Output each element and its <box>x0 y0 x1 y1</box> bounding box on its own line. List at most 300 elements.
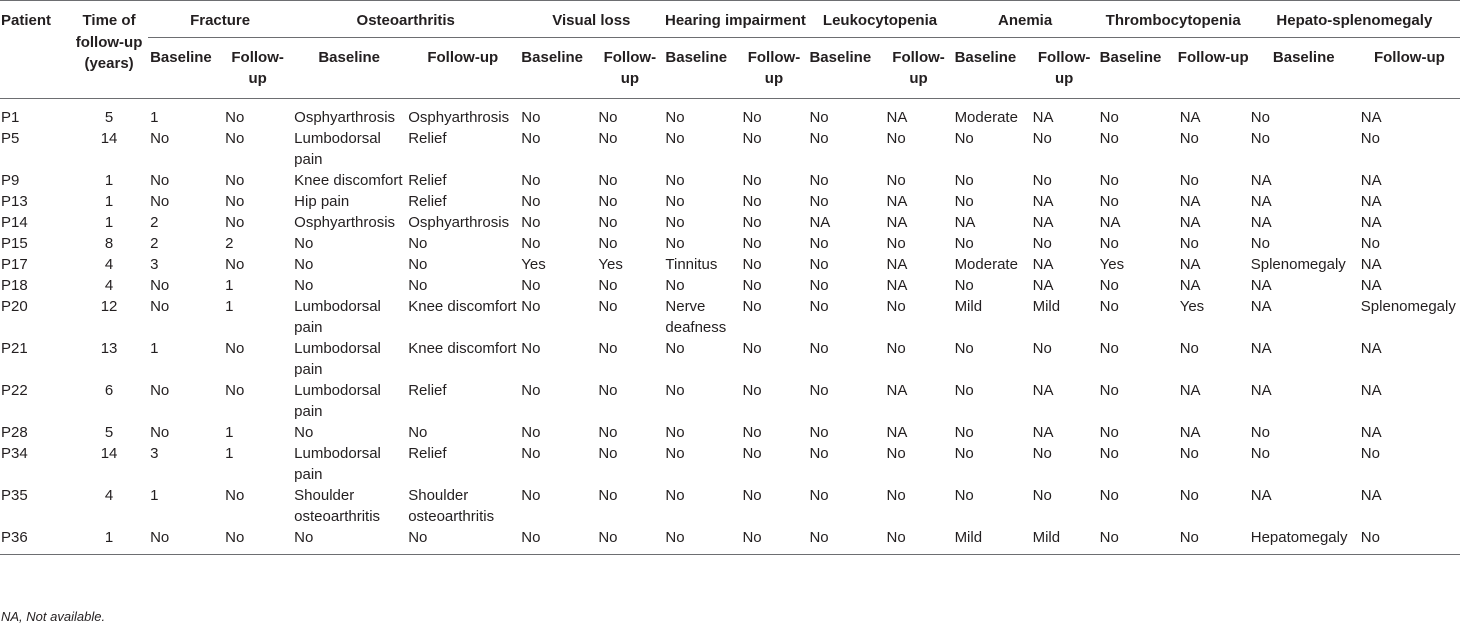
cell-osteoarthritis-follow-up: Knee discomfort <box>408 297 517 315</box>
header-group-osteoarthritis: Osteoarthritis <box>292 1 519 38</box>
cell-leukocytopenia-follow-up: NA <box>886 213 908 231</box>
cell-leukocytopenia-follow-up: No <box>886 444 906 462</box>
cell-osteoarthritis-follow-up: Relief <box>408 381 447 399</box>
cell-hepato-splenomegaly-follow-up: NA <box>1360 339 1382 357</box>
subheader-follow-up: Follow-up <box>406 37 519 98</box>
cell-visual-loss-follow-up: No <box>598 192 618 210</box>
cell-osteoarthritis-follow-up: No <box>408 276 428 294</box>
cell-fracture-follow-up: No <box>225 108 245 126</box>
cell-fracture-follow-up: No <box>225 171 245 189</box>
cell-anemia-baseline: No <box>954 192 974 210</box>
cell-follow-up-years: 4 <box>104 255 114 273</box>
cell-visual-loss-baseline: No <box>521 234 541 252</box>
cell-osteoarthritis-baseline: Lumbodorsal pain <box>294 444 381 483</box>
cell-hepato-splenomegaly-follow-up: NA <box>1360 381 1382 399</box>
cell-hepato-splenomegaly-follow-up: NA <box>1360 423 1382 441</box>
cell-anemia-follow-up: No <box>1032 486 1052 504</box>
cell-hepato-splenomegaly-follow-up: No <box>1360 234 1380 252</box>
cell-hearing-baseline: Tinnitus <box>665 255 718 273</box>
cell-follow-up-years: 12 <box>100 297 118 315</box>
cell-follow-up-years: 4 <box>104 486 114 504</box>
cell-visual-loss-follow-up: No <box>598 234 618 252</box>
cell-thrombocytopenia-baseline: No <box>1099 192 1119 210</box>
cell-osteoarthritis-follow-up: No <box>408 234 428 252</box>
cell-osteoarthritis-follow-up: Relief <box>408 171 447 189</box>
cell-thrombocytopenia-follow-up: No <box>1179 339 1199 357</box>
cell-hepato-splenomegaly-baseline: NA <box>1250 486 1272 504</box>
cell-anemia-follow-up: NA <box>1032 192 1054 210</box>
cell-hearing-baseline: No <box>665 423 685 441</box>
cell-fracture-baseline: No <box>150 171 170 189</box>
cell-thrombocytopenia-follow-up: No <box>1179 129 1199 147</box>
cell-hearing-baseline: No <box>665 192 685 210</box>
cell-visual-loss-baseline: No <box>521 108 541 126</box>
cell-hepato-splenomegaly-follow-up: NA <box>1360 486 1382 504</box>
table-row <box>0 296 1460 338</box>
cell-leukocytopenia-baseline: No <box>809 129 829 147</box>
cell-hearing-follow-up: No <box>742 297 762 315</box>
cell-thrombocytopenia-follow-up: NA <box>1179 423 1201 441</box>
cell-visual-loss-follow-up: Yes <box>598 255 623 273</box>
subheader-baseline: Baseline <box>1249 37 1359 98</box>
cell-osteoarthritis-follow-up: Relief <box>408 192 447 210</box>
cell-anemia-baseline: No <box>954 234 974 252</box>
subheader-baseline: Baseline <box>1098 37 1178 98</box>
cell-fracture-follow-up: No <box>225 486 245 504</box>
cell-osteoarthritis-baseline: No <box>294 423 314 441</box>
cell-leukocytopenia-follow-up: No <box>885 527 953 555</box>
cell-fracture-follow-up: 1 <box>225 297 234 315</box>
cell-visual-loss-follow-up: No <box>598 444 618 462</box>
cell-visual-loss-follow-up: No <box>598 108 618 126</box>
cell-hepato-splenomegaly-follow-up: Splenomegaly <box>1360 297 1456 315</box>
cell-hepato-splenomegaly-baseline: Hepatomegaly <box>1249 527 1359 555</box>
header-group-leukocytopenia: Leukocytopenia <box>807 1 952 38</box>
cell-fracture-baseline: 2 <box>150 234 159 252</box>
cell-hearing-baseline: No <box>665 234 685 252</box>
cell-hearing-baseline: Nerve deafness <box>665 297 727 336</box>
cell-hepato-splenomegaly-baseline: NA <box>1250 381 1272 399</box>
cell-osteoarthritis-baseline: Osphyarthrosis <box>294 108 396 126</box>
cell-patient-id: P36 <box>0 527 70 555</box>
cell-fracture-baseline: 1 <box>150 486 159 504</box>
cell-leukocytopenia-follow-up: NA <box>886 192 908 210</box>
cell-hepato-splenomegaly-follow-up: NA <box>1360 213 1382 231</box>
cell-visual-loss-baseline: No <box>521 381 541 399</box>
cell-follow-up-years: 6 <box>104 381 114 399</box>
cell-fracture-baseline: 2 <box>150 213 159 231</box>
cell-osteoarthritis-follow-up: No <box>406 527 519 555</box>
cell-hepato-splenomegaly-baseline: NA <box>1250 339 1272 357</box>
cell-anemia-follow-up: NA <box>1032 381 1054 399</box>
cell-visual-loss-follow-up: No <box>598 129 618 147</box>
cell-thrombocytopenia-baseline: No <box>1099 129 1119 147</box>
cell-fracture-follow-up: 2 <box>225 234 234 252</box>
cell-fracture-baseline: 1 <box>150 339 159 357</box>
cell-leukocytopenia-follow-up: No <box>886 129 906 147</box>
cell-fracture-baseline: 3 <box>150 255 159 273</box>
cell-anemia-baseline: No <box>954 339 974 357</box>
cell-thrombocytopenia-baseline: No <box>1099 486 1119 504</box>
cell-thrombocytopenia-baseline: No <box>1099 108 1119 126</box>
cell-patient-id: P18 <box>1 276 28 294</box>
cell-leukocytopenia-baseline: No <box>809 255 829 273</box>
cell-thrombocytopenia-follow-up: No <box>1179 444 1199 462</box>
cell-anemia-baseline: No <box>954 486 974 504</box>
cell-hepato-splenomegaly-baseline: NA <box>1250 276 1272 294</box>
header-patient: Patient <box>0 1 70 99</box>
table-row <box>0 98 1460 128</box>
table-row <box>0 275 1460 296</box>
cell-osteoarthritis-baseline: Lumbodorsal pain <box>294 129 381 168</box>
header-group-fracture: Fracture <box>148 1 292 38</box>
cell-thrombocytopenia-baseline: NA <box>1099 213 1121 231</box>
cell-anemia-baseline: NA <box>954 213 976 231</box>
cell-follow-up-years: 5 <box>104 108 114 126</box>
header-group-visual-loss: Visual loss <box>519 1 663 38</box>
cell-follow-up-years: 14 <box>100 444 118 462</box>
cell-hepato-splenomegaly-follow-up: NA <box>1360 171 1382 189</box>
cell-hepato-splenomegaly-follow-up: NA <box>1360 276 1382 294</box>
subheader-follow-up: Follow-up <box>223 37 292 98</box>
cell-anemia-follow-up: No <box>1032 339 1052 357</box>
cell-osteoarthritis-baseline: Knee discomfort <box>294 171 403 189</box>
cell-visual-loss-follow-up: No <box>598 213 618 231</box>
cell-follow-up-years: 13 <box>100 339 118 357</box>
header-group-hepato-splenomegaly: Hepato-splenomegaly <box>1249 1 1460 38</box>
table-row <box>0 254 1460 275</box>
subheader-baseline: Baseline <box>519 37 596 98</box>
cell-anemia-baseline: No <box>954 423 974 441</box>
cell-anemia-follow-up: No <box>1032 444 1052 462</box>
cell-thrombocytopenia-follow-up: NA <box>1179 255 1201 273</box>
cell-leukocytopenia-baseline: No <box>809 297 829 315</box>
cell-hepato-splenomegaly-baseline: NA <box>1250 213 1272 231</box>
cell-anemia-baseline: No <box>954 129 974 147</box>
cell-patient-id: P21 <box>1 339 28 357</box>
cell-visual-loss-baseline: No <box>521 171 541 189</box>
cell-visual-loss-baseline: No <box>521 276 541 294</box>
cell-leukocytopenia-baseline: No <box>809 423 829 441</box>
cell-hearing-baseline: No <box>665 171 685 189</box>
cell-fracture-follow-up: No <box>225 192 245 210</box>
cell-visual-loss-follow-up: No <box>596 527 663 555</box>
subheader-follow-up: Follow-up <box>885 37 953 98</box>
table-row <box>0 233 1460 254</box>
cell-thrombocytopenia-baseline: No <box>1099 171 1119 189</box>
subheader-baseline: Baseline <box>292 37 406 98</box>
table-row <box>0 527 1460 555</box>
cell-visual-loss-follow-up: No <box>598 276 618 294</box>
cell-hearing-follow-up: No <box>742 486 762 504</box>
cell-fracture-follow-up: No <box>225 339 245 357</box>
cell-thrombocytopenia-baseline: No <box>1099 423 1119 441</box>
cell-osteoarthritis-follow-up: No <box>408 423 428 441</box>
cell-thrombocytopenia-baseline: No <box>1099 444 1119 462</box>
cell-hearing-follow-up: No <box>742 381 762 399</box>
cell-hepato-splenomegaly-baseline: No <box>1250 234 1270 252</box>
cell-thrombocytopenia-follow-up: Yes <box>1179 297 1205 315</box>
subheader-follow-up: Follow-up <box>740 37 807 98</box>
cell-thrombocytopenia-baseline: No <box>1099 381 1119 399</box>
cell-leukocytopenia-follow-up: NA <box>886 423 908 441</box>
cell-patient-id: P5 <box>1 129 20 147</box>
cell-anemia-follow-up: Mild <box>1031 527 1098 555</box>
cell-hearing-follow-up: No <box>740 527 807 555</box>
cell-visual-loss-follow-up: No <box>598 423 618 441</box>
cell-osteoarthritis-follow-up: Knee discomfort <box>408 339 517 357</box>
cell-hearing-follow-up: No <box>742 171 762 189</box>
cell-visual-loss-follow-up: No <box>598 171 618 189</box>
cell-hepato-splenomegaly-baseline: NA <box>1250 192 1272 210</box>
cell-hepato-splenomegaly-follow-up: NA <box>1360 255 1382 273</box>
table-row <box>0 191 1460 212</box>
cell-hepato-splenomegaly-baseline: NA <box>1250 297 1272 315</box>
cell-osteoarthritis-baseline: Shoulder osteoarthritis <box>294 486 381 525</box>
cell-anemia-follow-up: NA <box>1032 108 1054 126</box>
cell-hearing-baseline: No <box>665 129 685 147</box>
cell-anemia-baseline: No <box>954 171 974 189</box>
cell-fracture-follow-up: 1 <box>225 276 234 294</box>
cell-anemia-follow-up: NA <box>1032 255 1054 273</box>
cell-fracture-baseline: 1 <box>150 108 159 126</box>
cell-visual-loss-baseline: No <box>521 213 541 231</box>
cell-patient-id: P22 <box>1 381 28 399</box>
cell-hearing-baseline: No <box>663 527 740 555</box>
cell-anemia-baseline: No <box>954 444 974 462</box>
cell-anemia-baseline: Moderate <box>954 255 1018 273</box>
cell-leukocytopenia-baseline: No <box>807 527 884 555</box>
cell-leukocytopenia-follow-up: NA <box>886 276 908 294</box>
table-row <box>0 485 1460 527</box>
cell-anemia-baseline: Moderate <box>954 108 1018 126</box>
cell-leukocytopenia-baseline: No <box>809 486 829 504</box>
cell-osteoarthritis-baseline: Osphyarthrosis <box>294 213 396 231</box>
cell-anemia-follow-up: No <box>1032 234 1052 252</box>
cell-leukocytopenia-follow-up: No <box>886 339 906 357</box>
cell-leukocytopenia-baseline: No <box>809 444 829 462</box>
cell-visual-loss-baseline: No <box>521 129 541 147</box>
cell-anemia-follow-up: No <box>1032 171 1052 189</box>
subheader-baseline: Baseline <box>953 37 1031 98</box>
cell-osteoarthritis-baseline: No <box>294 234 314 252</box>
cell-fracture-baseline: No <box>148 527 223 555</box>
cell-hearing-baseline: No <box>665 381 685 399</box>
table-row <box>0 422 1460 443</box>
cell-fracture-baseline: No <box>150 129 170 147</box>
cell-hepato-splenomegaly-follow-up: No <box>1360 129 1380 147</box>
cell-leukocytopenia-baseline: No <box>809 234 829 252</box>
cell-thrombocytopenia-follow-up: NA <box>1179 192 1201 210</box>
cell-anemia-baseline: No <box>954 276 974 294</box>
cell-fracture-baseline: 3 <box>150 444 159 462</box>
cell-hearing-baseline: No <box>665 276 685 294</box>
cell-leukocytopenia-baseline: No <box>809 339 829 357</box>
cell-leukocytopenia-baseline: No <box>809 276 829 294</box>
cell-visual-loss-baseline: No <box>521 486 541 504</box>
cell-leukocytopenia-baseline: No <box>809 108 829 126</box>
cell-hearing-baseline: No <box>665 486 685 504</box>
cell-thrombocytopenia-baseline: No <box>1099 276 1119 294</box>
cell-thrombocytopenia-follow-up: NA <box>1179 276 1201 294</box>
cell-thrombocytopenia-follow-up: No <box>1179 171 1199 189</box>
cell-osteoarthritis-baseline: No <box>294 276 314 294</box>
cell-anemia-follow-up: No <box>1032 129 1052 147</box>
cell-patient-id: P9 <box>1 171 20 189</box>
cell-osteoarthritis-follow-up: No <box>408 255 428 273</box>
cell-hearing-follow-up: No <box>742 192 762 210</box>
cell-leukocytopenia-follow-up: No <box>886 486 906 504</box>
cell-visual-loss-follow-up: No <box>598 381 618 399</box>
cell-thrombocytopenia-follow-up: No <box>1178 527 1249 555</box>
cell-hepato-splenomegaly-baseline: Splenomegaly <box>1250 255 1346 273</box>
table-row <box>0 443 1460 485</box>
header-group-hearing-impairment: Hearing impairment <box>663 1 807 38</box>
cell-visual-loss-baseline: Yes <box>521 255 546 273</box>
cell-leukocytopenia-baseline: No <box>809 381 829 399</box>
cell-thrombocytopenia-follow-up: NA <box>1179 108 1201 126</box>
table-body <box>0 98 1460 554</box>
cell-hearing-follow-up: No <box>742 444 762 462</box>
cell-visual-loss-baseline: No <box>521 297 541 315</box>
cell-hearing-baseline: No <box>665 339 685 357</box>
table-row <box>0 170 1460 191</box>
cell-osteoarthritis-follow-up: Relief <box>408 444 447 462</box>
cell-visual-loss-baseline: No <box>519 527 596 555</box>
cell-thrombocytopenia-baseline: Yes <box>1099 255 1125 273</box>
cell-hepato-splenomegaly-follow-up: NA <box>1360 192 1382 210</box>
cell-anemia-follow-up: NA <box>1032 423 1054 441</box>
cell-osteoarthritis-baseline: Lumbodorsal pain <box>294 381 381 420</box>
cell-thrombocytopenia-follow-up: No <box>1179 486 1199 504</box>
cell-hepato-splenomegaly-follow-up: NA <box>1360 108 1382 126</box>
header-group-thrombocytopenia: Thrombocytopenia <box>1098 1 1249 38</box>
cell-leukocytopenia-follow-up: NA <box>886 381 908 399</box>
cell-anemia-baseline: Mild <box>953 527 1031 555</box>
cell-osteoarthritis-follow-up: Relief <box>408 129 447 147</box>
cell-osteoarthritis-follow-up: Osphyarthrosis <box>408 108 510 126</box>
cell-patient-id: P1 <box>1 108 20 126</box>
cell-visual-loss-follow-up: No <box>598 339 618 357</box>
cell-thrombocytopenia-follow-up: NA <box>1179 381 1201 399</box>
cell-fracture-follow-up: No <box>225 381 245 399</box>
subheader-follow-up: Follow-up <box>1359 37 1460 98</box>
cell-follow-up-years: 5 <box>104 423 114 441</box>
cell-follow-up-years: 4 <box>104 276 114 294</box>
cell-leukocytopenia-follow-up: No <box>886 297 906 315</box>
table-row <box>0 212 1460 233</box>
cell-hearing-follow-up: No <box>742 255 762 273</box>
cell-anemia-follow-up: NA <box>1032 276 1054 294</box>
cell-fracture-baseline: No <box>150 297 170 315</box>
cell-osteoarthritis-baseline: Lumbodorsal pain <box>294 297 381 336</box>
cell-visual-loss-baseline: No <box>521 192 541 210</box>
cell-anemia-baseline: Mild <box>954 297 983 315</box>
cell-patient-id: P35 <box>1 486 28 504</box>
cell-visual-loss-baseline: No <box>521 444 541 462</box>
cell-patient-id: P15 <box>1 234 28 252</box>
cell-fracture-baseline: No <box>150 276 170 294</box>
cell-hepato-splenomegaly-follow-up: No <box>1360 444 1380 462</box>
cell-patient-id: P13 <box>1 192 28 210</box>
cell-fracture-baseline: No <box>150 423 170 441</box>
cell-follow-up-years: 1 <box>70 527 148 555</box>
cell-hepato-splenomegaly-baseline: No <box>1250 108 1270 126</box>
cell-visual-loss-baseline: No <box>521 423 541 441</box>
cell-fracture-follow-up: No <box>225 255 245 273</box>
cell-hepato-splenomegaly-follow-up: No <box>1359 527 1460 555</box>
cell-visual-loss-baseline: No <box>521 339 541 357</box>
cell-hearing-follow-up: No <box>742 339 762 357</box>
cell-thrombocytopenia-follow-up: NA <box>1179 213 1201 231</box>
cell-hepato-splenomegaly-baseline: No <box>1250 129 1270 147</box>
cell-anemia-baseline: No <box>954 381 974 399</box>
cell-hearing-baseline: No <box>665 108 685 126</box>
cell-hearing-follow-up: No <box>742 108 762 126</box>
cell-osteoarthritis-baseline: No <box>294 255 314 273</box>
table-row <box>0 128 1460 170</box>
cell-hearing-follow-up: No <box>742 423 762 441</box>
cell-leukocytopenia-baseline: No <box>809 171 829 189</box>
cell-patient-id: P17 <box>1 255 28 273</box>
cell-patient-id: P34 <box>1 444 28 462</box>
cell-follow-up-years: 14 <box>100 129 118 147</box>
cell-thrombocytopenia-follow-up: No <box>1179 234 1199 252</box>
cell-hearing-baseline: No <box>665 213 685 231</box>
cell-follow-up-years: 1 <box>104 213 114 231</box>
cell-hepato-splenomegaly-baseline: No <box>1250 423 1270 441</box>
cell-hearing-baseline: No <box>665 444 685 462</box>
cell-osteoarthritis-baseline: Hip pain <box>294 192 350 210</box>
cell-fracture-follow-up: No <box>225 213 245 231</box>
cell-fracture-follow-up: No <box>225 129 245 147</box>
cell-fracture-follow-up: 1 <box>225 423 234 441</box>
cell-osteoarthritis-baseline: Lumbodorsal pain <box>294 339 381 378</box>
cell-hearing-follow-up: No <box>742 276 762 294</box>
cell-patient-id: P28 <box>1 423 28 441</box>
cell-follow-up-years: 1 <box>104 192 114 210</box>
cell-fracture-follow-up: No <box>223 527 292 555</box>
cell-thrombocytopenia-baseline: No <box>1099 339 1119 357</box>
cell-patient-id: P14 <box>1 213 28 231</box>
cell-hearing-follow-up: No <box>742 213 762 231</box>
cell-thrombocytopenia-baseline: No <box>1099 297 1119 315</box>
cell-fracture-follow-up: 1 <box>225 444 234 462</box>
subheader-baseline: Baseline <box>148 37 223 98</box>
cell-anemia-follow-up: NA <box>1032 213 1054 231</box>
cell-osteoarthritis-baseline: No <box>292 527 406 555</box>
cell-follow-up-years: 8 <box>104 234 114 252</box>
cell-hepato-splenomegaly-baseline: No <box>1250 444 1270 462</box>
cell-leukocytopenia-follow-up: NA <box>886 108 908 126</box>
header-time-of-follow-up: Time of follow-up (years) <box>70 1 148 99</box>
cell-follow-up-years: 1 <box>104 171 114 189</box>
cell-fracture-baseline: No <box>150 381 170 399</box>
cell-leukocytopenia-baseline: No <box>809 192 829 210</box>
subheader-baseline: Baseline <box>663 37 740 98</box>
table-row <box>0 380 1460 422</box>
cell-thrombocytopenia-baseline: No <box>1098 527 1178 555</box>
cell-hearing-follow-up: No <box>742 234 762 252</box>
cell-leukocytopenia-follow-up: No <box>886 171 906 189</box>
cell-hearing-follow-up: No <box>742 129 762 147</box>
cell-leukocytopenia-baseline: NA <box>809 213 831 231</box>
cell-leukocytopenia-follow-up: NA <box>886 255 908 273</box>
header-group-anemia: Anemia <box>953 1 1098 38</box>
cell-fracture-baseline: No <box>150 192 170 210</box>
subheader-follow-up: Follow-up <box>1178 37 1249 98</box>
cell-visual-loss-follow-up: No <box>598 297 618 315</box>
